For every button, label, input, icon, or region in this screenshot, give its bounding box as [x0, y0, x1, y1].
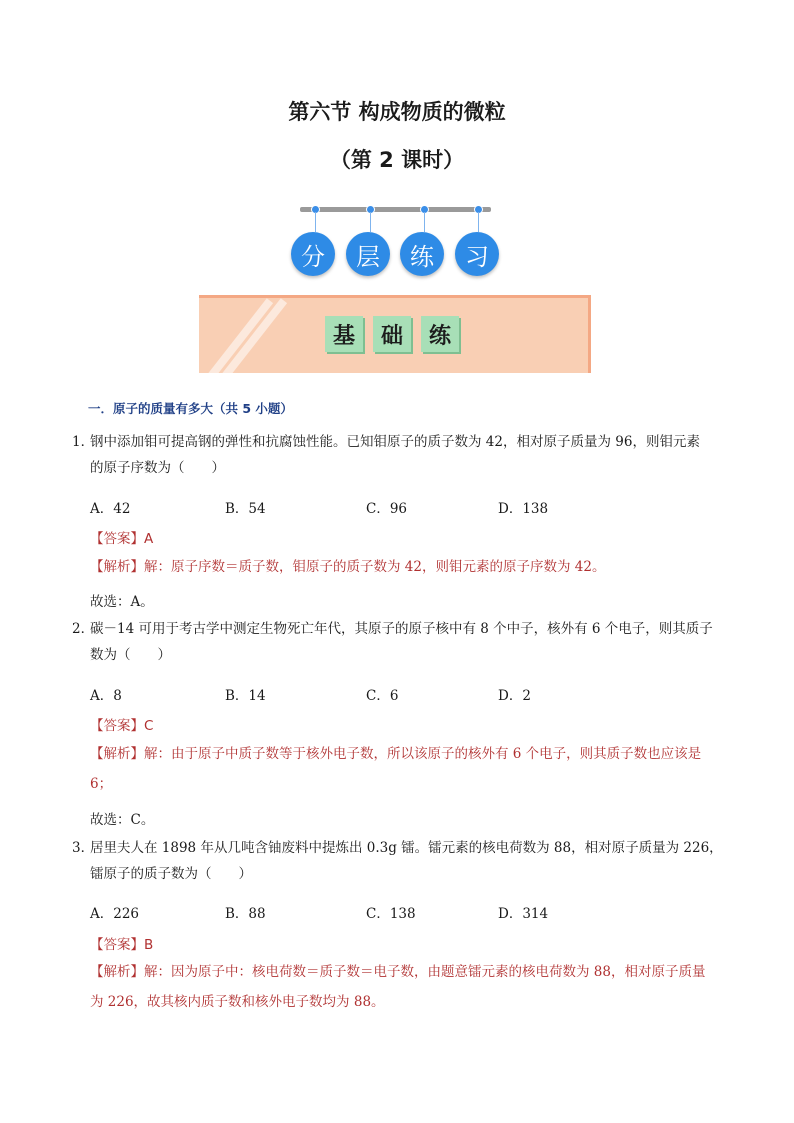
option: B．88: [225, 906, 266, 922]
section-heading: 一．原子的质量有多大（共 5 小题）: [88, 401, 293, 416]
banner-ball: 分: [291, 232, 335, 276]
option: A．42: [90, 501, 131, 517]
banner-ball: 习: [455, 232, 499, 276]
banner-string: [424, 212, 425, 232]
explanation-label: 【解析】: [90, 559, 144, 575]
page-subtitle: （第 2 课时）: [329, 148, 465, 172]
option: A．226: [90, 906, 140, 922]
question-text: 数为（ ）: [90, 647, 171, 663]
explanation-text: 6；: [90, 776, 113, 792]
banner-string: [478, 212, 479, 232]
option: B．14: [225, 688, 266, 704]
conclusion: 故选：A。: [90, 594, 154, 610]
option: C．6: [366, 688, 399, 704]
explanation-text: 为 226，故其核内质子数和核外电子数均为 88。: [90, 994, 385, 1010]
explanation: [90, 957, 730, 1017]
question: [72, 429, 732, 481]
question-text: 的原子序数为（ ）: [90, 460, 225, 476]
banner-ball: 练: [400, 232, 444, 276]
question-number: 3．: [72, 840, 95, 856]
panel-chip: 础: [373, 316, 411, 352]
explanation: [90, 739, 730, 799]
explanation-text: 解：由于原子中质子数等于核外电子数，所以该原子的核外有 6 个电子，则其质子数也应该是: [144, 746, 702, 762]
panel-chip: 练: [421, 316, 459, 352]
option: D．138: [498, 501, 549, 517]
explanation: [90, 552, 730, 582]
answer: 【答案】B: [90, 937, 154, 953]
question-number: 2．: [72, 621, 95, 637]
page-title: 第六节 构成物质的微粒: [288, 100, 506, 124]
option: B．54: [225, 501, 266, 517]
banner-rail: [300, 207, 491, 212]
question-text: 镭原子的质子数为（ ）: [90, 866, 252, 882]
option: D．314: [498, 906, 549, 922]
question-text: 钢中添加钼可提高钢的弹性和抗腐蚀性能。已知钼原子的质子数为 42，相对原子质量为 96，则钼元素: [90, 434, 700, 450]
question: [72, 616, 732, 668]
question-text: 居里夫人在 1898 年从几吨含铀废料中提炼出 0.3g 镭。镭元素的核电荷数为 88，相对原子质量为 226，: [90, 840, 723, 856]
banner-string: [370, 212, 371, 232]
option: C．96: [366, 501, 408, 517]
option: D．2: [498, 688, 531, 704]
level-panel: [199, 295, 591, 373]
explanation-text: 解：因为原子中：核电荷数＝质子数＝电子数，由题意镭元素的核电荷数为 88，相对原子质量: [144, 964, 706, 980]
panel-chip: 基: [325, 316, 363, 352]
conclusion: 故选：C。: [90, 812, 155, 828]
banner-ball: 层: [346, 232, 390, 276]
answer: 【答案】A: [90, 531, 154, 547]
explanation-text: 解：原子序数＝质子数，钼原子的质子数为 42，则钼元素的原子序数为 42。: [144, 559, 606, 575]
question: [72, 835, 732, 887]
explanation-label: 【解析】: [90, 964, 144, 980]
explanation-label: 【解析】: [90, 746, 144, 762]
option: A．8: [90, 688, 122, 704]
option: C．138: [366, 906, 416, 922]
answer: 【答案】C: [90, 718, 154, 734]
banner-string: [315, 212, 316, 232]
question-number: 1．: [72, 434, 95, 450]
question-text: 碳－14 可用于考古学中测定生物死亡年代，其原子的原子核中有 8 个中子，核外有 6 个电子，则其质子: [90, 621, 713, 637]
